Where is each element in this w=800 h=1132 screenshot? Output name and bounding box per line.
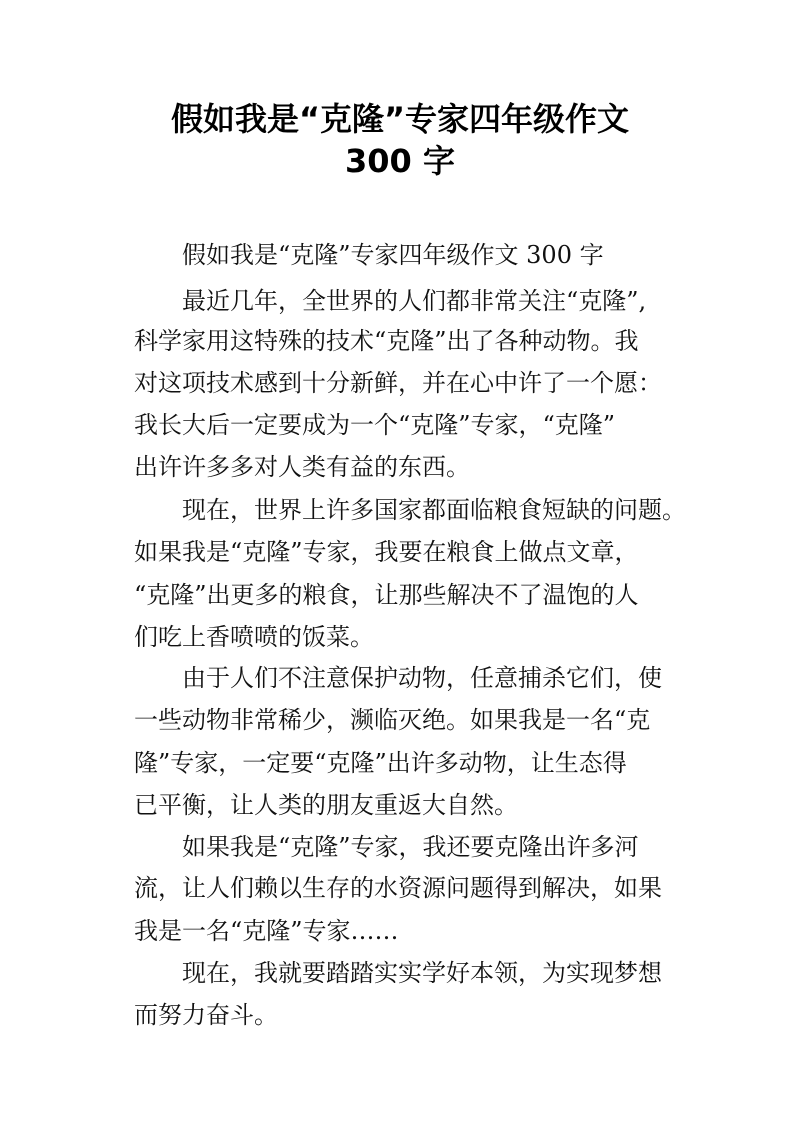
document-title-line-2: 300 字	[345, 142, 455, 180]
body-line-15: 如果我是“克隆”专家，我还要克隆出许多河	[182, 833, 639, 861]
body-line-19: 而努力奋斗。	[134, 1001, 278, 1029]
body-line-16: 流，让人们赖以生存的水资源问题得到解决，如果	[134, 874, 662, 902]
body-line-3: 科学家用这特殊的技术“克隆”出了各种动物。我	[134, 327, 639, 355]
body-line-12: 一些动物非常稀少，濒临灭绝。如果我是一名“克	[134, 706, 651, 734]
body-line-9: “克隆”出更多的粮食，让那些解决不了温饱的人	[134, 581, 639, 609]
body-line-5: 我长大后一定要成为一个“克隆”专家，“克隆”	[134, 411, 616, 439]
body-line-8: 如果我是“克隆”专家，我要在粮食上做点文章，	[134, 538, 639, 566]
body-line-17: 我是一名“克隆”专家……	[134, 917, 399, 945]
body-line-11: 由于人们不注意保护动物，任意捕杀它们，使	[182, 664, 662, 692]
document-title-line-1: 假如我是“克隆”专家四年级作文	[170, 100, 630, 138]
body-line-14: 已平衡，让人类的朋友重返大自然。	[134, 791, 518, 819]
body-line-2: 最近几年，全世界的人们都非常关注“克隆”,	[182, 287, 647, 315]
body-line-18: 现在，我就要踏踏实实学好本领，为实现梦想	[182, 959, 662, 987]
body-line-1: 假如我是“克隆”专家四年级作文 300 字	[182, 241, 604, 269]
body-line-10: 们吃上香喷喷的饭菜。	[134, 623, 374, 651]
body-line-13: 隆”专家，一定要“克隆”出许多动物，让生态得	[134, 749, 627, 777]
body-line-7: 现在，世界上许多国家都面临粮食短缺的问题。	[182, 496, 686, 524]
body-line-4: 对这项技术感到十分新鲜，并在心中许了一个愿：	[134, 369, 662, 397]
body-line-6: 出许许多多对人类有益的东西。	[134, 453, 470, 481]
